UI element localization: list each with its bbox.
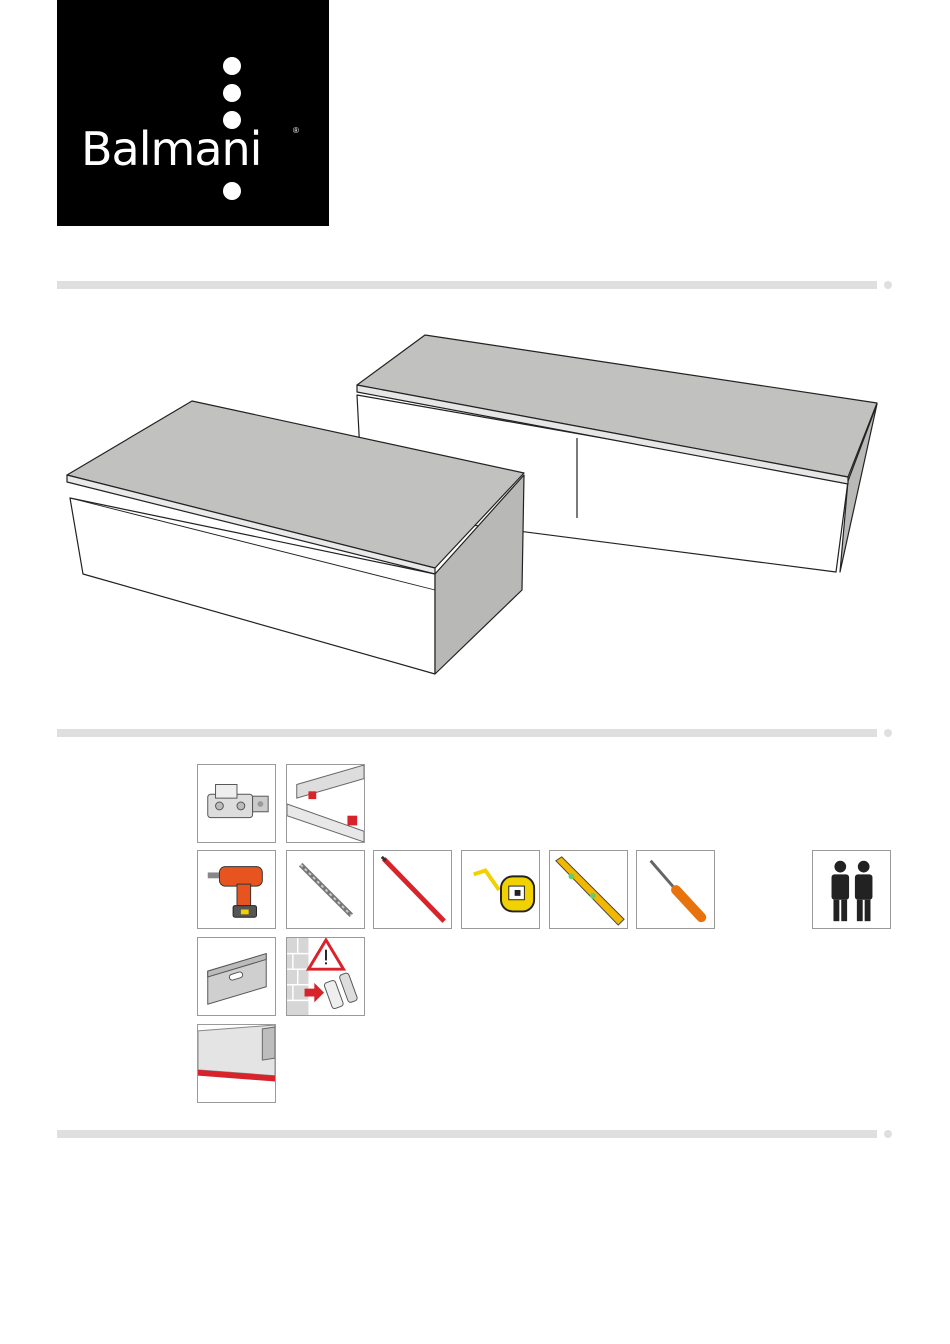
section-divider — [57, 281, 877, 289]
section-divider — [57, 1130, 877, 1138]
logo-dot — [223, 57, 241, 75]
tape-measure-icon — [462, 851, 539, 928]
screwdriver-icon — [637, 851, 714, 928]
led-profile-tile — [197, 1024, 276, 1103]
power-drill-tile — [197, 850, 276, 929]
pencil-tile — [373, 850, 452, 929]
spirit-level-tile — [549, 850, 628, 929]
logo-registered-mark: ® — [293, 126, 299, 135]
logo-dot — [223, 182, 241, 200]
hinge-bracket-tile — [197, 764, 276, 843]
logo-text: Balmani — [81, 122, 262, 176]
wall-rail-tile — [197, 937, 276, 1016]
divider-dot — [884, 281, 892, 289]
drawer-rail-tile — [286, 764, 365, 843]
divider-dot — [884, 1130, 892, 1138]
wall-plug-warning-tile — [286, 937, 365, 1016]
section-divider — [57, 729, 877, 737]
drill-bit-icon — [287, 851, 364, 928]
cabinet-illustration — [55, 328, 885, 680]
drill-bit-tile — [286, 850, 365, 929]
wall-rail-icon — [198, 938, 275, 1015]
power-drill-icon — [198, 851, 275, 928]
logo-dot — [223, 84, 241, 102]
screwdriver-tile — [636, 850, 715, 929]
drawer-rail-icon — [287, 765, 364, 842]
spirit-level-icon — [550, 851, 627, 928]
wall-plug-warning-icon — [287, 938, 364, 1015]
tape-measure-tile — [461, 850, 540, 929]
brand-logo — [57, 0, 329, 226]
pencil-icon — [374, 851, 451, 928]
two-persons-tile — [812, 850, 891, 929]
two-persons-icon — [813, 851, 890, 928]
hinge-bracket-icon — [198, 765, 275, 842]
divider-dot — [884, 729, 892, 737]
led-profile-icon — [198, 1025, 275, 1102]
